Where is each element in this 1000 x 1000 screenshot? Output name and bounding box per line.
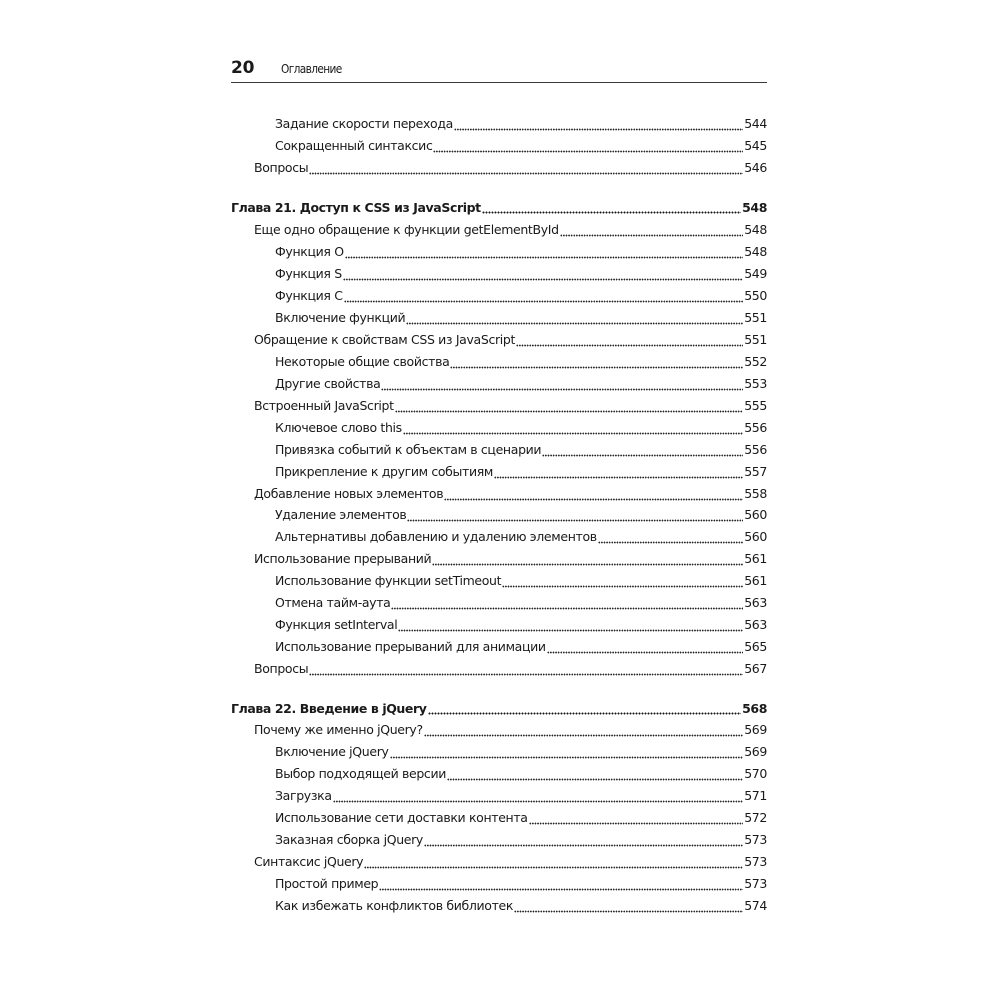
toc-entry-title: Использование прерываний: [254, 551, 432, 566]
toc-entry-page: 571: [744, 788, 767, 803]
toc-entry-page: 558: [744, 486, 767, 501]
toc-entry: [254, 328, 767, 348]
toc-entry-page: 563: [744, 617, 767, 632]
dot-leader: [345, 244, 743, 260]
toc-entry: [275, 240, 767, 260]
toc-entry-title: Привязка событий к объектам в сценарии: [275, 442, 542, 457]
toc-entry-title: Выбор подходящей версии: [275, 766, 447, 781]
toc-entry-title: Как избежать конфликтов библиотек: [275, 898, 514, 913]
dot-leader: [333, 788, 744, 804]
toc-entry: [275, 613, 767, 633]
toc-entry-title: Вопросы: [254, 661, 309, 676]
toc-entry-title: Синтаксис jQuery: [254, 854, 364, 869]
toc-entry-page: 555: [744, 398, 767, 413]
toc-entry-page: 544: [744, 116, 767, 131]
toc-entry-page: 560: [744, 529, 767, 544]
dot-leader: [494, 464, 743, 480]
toc-entry-page: 550: [744, 288, 767, 303]
toc-entry-title: Функция C: [275, 288, 343, 303]
dot-leader: [529, 810, 744, 826]
dot-leader: [395, 398, 744, 414]
dot-leader: [406, 310, 743, 326]
toc-entry-title: Удаление элементов: [275, 507, 407, 522]
toc-entry: [254, 850, 767, 870]
toc-entry-page: 573: [744, 854, 767, 869]
toc-entry-page: 572: [744, 810, 767, 825]
toc-entry-title: Глава 22. Введение в jQuery: [231, 701, 427, 716]
dot-leader: [482, 200, 741, 216]
toc-entry: [275, 525, 767, 545]
toc-entry-title: Еще одно обращение к функции getElementById: [254, 222, 559, 237]
toc-entry-title: Отмена тайм-аута: [275, 595, 391, 610]
dot-leader: [343, 266, 743, 282]
toc-entry: [275, 762, 767, 782]
toc-entry-title: Прикрепление к другим событиям: [275, 464, 493, 479]
toc-entry-page: 569: [744, 744, 767, 759]
toc-entry: [275, 134, 767, 154]
dot-leader: [344, 288, 744, 304]
toc-entry-page: 569: [744, 722, 767, 737]
toc-entry: [275, 591, 767, 611]
toc-entry-title: Заказная сборка jQuery: [275, 832, 423, 847]
toc-entry: [275, 635, 767, 655]
toc-entry-page: 570: [744, 766, 767, 781]
toc-entry-title: Почему же именно jQuery?: [254, 722, 423, 737]
dot-leader: [433, 138, 743, 154]
toc-entry-page: 574: [744, 898, 767, 913]
dot-leader: [309, 661, 743, 677]
toc-entry-page: 568: [742, 701, 767, 716]
toc-entry-title: Использование сети доставки контента: [275, 810, 528, 825]
toc-entry: [254, 547, 767, 567]
toc-entry-title: Некоторые общие свойства: [275, 354, 450, 369]
toc-entry-page: 561: [744, 573, 767, 588]
toc-entry: [275, 806, 767, 826]
toc-entry-page: 556: [744, 442, 767, 457]
toc-entry-page: 551: [744, 332, 767, 347]
toc-chapter-entry: [231, 196, 767, 216]
dot-leader: [379, 876, 743, 892]
toc-entry-page: 551: [744, 310, 767, 325]
toc-entry-title: Использование прерываний для анимации: [275, 639, 546, 654]
toc-entry: [254, 218, 767, 238]
toc-entry: [275, 460, 767, 480]
toc-entry-page: 560: [744, 507, 767, 522]
running-head: Оглавление: [281, 62, 342, 76]
toc-chapter-entry: [231, 697, 767, 717]
dot-leader: [560, 222, 744, 238]
toc-entry-title: Сокращенный синтаксис: [275, 138, 433, 153]
toc-entry-title: Встроенный JavaScript: [254, 398, 394, 413]
dot-leader: [450, 354, 743, 370]
dot-leader: [381, 376, 743, 392]
toc-entry: [275, 438, 767, 458]
dot-leader: [364, 854, 743, 870]
toc-entry-title: Включение функций: [275, 310, 406, 325]
toc-entry: [275, 828, 767, 848]
dot-leader: [547, 639, 744, 655]
toc-entry: [275, 740, 767, 760]
toc-entry: [275, 372, 767, 392]
toc-entry: [275, 569, 767, 589]
toc-entry-title: Функция setInterval: [275, 617, 398, 632]
dot-leader: [428, 701, 742, 717]
dot-leader: [398, 617, 743, 633]
page-number: 20: [231, 58, 255, 78]
toc-entry-title: Простой пример: [275, 876, 379, 891]
toc-entry-title: Глава 21. Доступ к CSS из JavaScript: [231, 200, 481, 215]
toc-entry-page: 561: [744, 551, 767, 566]
toc-entry-page: 549: [744, 266, 767, 281]
dot-leader: [432, 551, 743, 567]
toc-entry-page: 573: [744, 876, 767, 891]
toc-entry-page: 552: [744, 354, 767, 369]
toc-entry: [275, 350, 767, 370]
dot-leader: [447, 766, 743, 782]
toc-entry: [254, 156, 767, 176]
toc-entry-title: Загрузка: [275, 788, 332, 803]
toc-entry: [275, 894, 767, 914]
toc-entry-page: 548: [742, 200, 767, 215]
toc-entry-page: 567: [744, 661, 767, 676]
dot-leader: [309, 160, 743, 176]
dot-leader: [444, 486, 743, 502]
toc-entry: [254, 657, 767, 677]
toc-entry-title: Функция O: [275, 244, 344, 259]
toc-entry-title: Обращение к свойствам CSS из JavaScript: [254, 332, 516, 347]
dot-leader: [390, 744, 744, 760]
toc-entry-title: Добавление новых элементов: [254, 486, 444, 501]
dot-leader: [403, 420, 743, 436]
dot-leader: [407, 507, 743, 523]
toc-entry-page: 548: [744, 222, 767, 237]
toc-entry-page: 565: [744, 639, 767, 654]
dot-leader: [542, 442, 743, 458]
toc-entry: [275, 503, 767, 523]
toc-entry-page: 545: [744, 138, 767, 153]
toc-entry-page: 557: [744, 464, 767, 479]
toc-entry-title: Другие свойства: [275, 376, 381, 391]
toc-entry-page: 546: [744, 160, 767, 175]
toc-entry-title: Функция S: [275, 266, 342, 281]
toc-entry-page: 556: [744, 420, 767, 435]
toc-entry-title: Вопросы: [254, 160, 309, 175]
toc-entry: [275, 262, 767, 282]
toc-entry: [254, 482, 767, 502]
toc-entry: [254, 394, 767, 414]
toc-entry-page: 553: [744, 376, 767, 391]
toc-entry: [275, 416, 767, 436]
toc-entry: [275, 112, 767, 132]
dot-leader: [502, 573, 743, 589]
toc-entry-page: 563: [744, 595, 767, 610]
toc-entry-title: Ключевое слово this: [275, 420, 402, 435]
toc-entry-page: 548: [744, 244, 767, 259]
toc-entry: [275, 284, 767, 304]
toc-entry: [275, 306, 767, 326]
toc-entry-title: Задание скорости перехода: [275, 116, 453, 131]
toc-entry-title: Включение jQuery: [275, 744, 389, 759]
dot-leader: [514, 898, 743, 914]
dot-leader: [424, 722, 743, 738]
toc-entry-page: 573: [744, 832, 767, 847]
toc-entry-title: Альтернативы добавлению и удалению элементов: [275, 529, 597, 544]
toc-entry-title: Использование функции setTimeout: [275, 573, 502, 588]
page-header: [231, 58, 767, 83]
dot-leader: [454, 116, 743, 132]
toc-entry: [254, 718, 767, 738]
toc-entry: [275, 872, 767, 892]
toc-entry: [275, 784, 767, 804]
dot-leader: [598, 529, 743, 545]
dot-leader: [516, 332, 743, 348]
dot-leader: [391, 595, 743, 611]
dot-leader: [424, 832, 743, 848]
